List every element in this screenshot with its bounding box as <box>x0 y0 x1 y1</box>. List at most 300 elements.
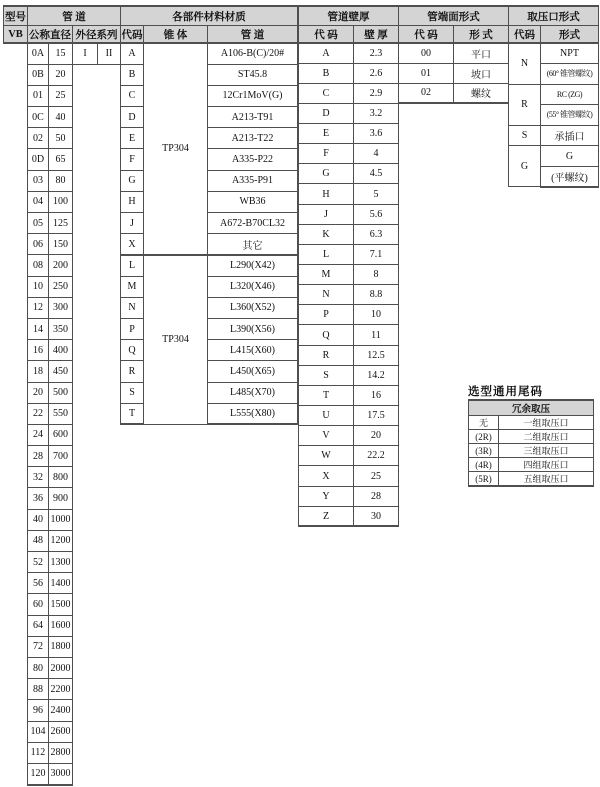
pipe-dn-cell: 2400 <box>49 700 73 721</box>
tap-form-cell: NPT <box>541 43 599 64</box>
od-empty-cell <box>73 721 98 742</box>
pipe-row <box>28 509 121 530</box>
pipe-dn-cell: 400 <box>49 340 73 361</box>
pipe-material-cell: L320(X46) <box>208 276 298 297</box>
tap-code-header: 代码 <box>509 26 541 44</box>
cone-material-cell: TP304 <box>144 255 208 425</box>
od-empty-cell <box>98 128 121 149</box>
wall-code-cell: V <box>299 426 354 446</box>
material-code-cell: M <box>121 276 144 297</box>
pipe-code-cell: 0B <box>28 64 49 85</box>
tap-form-cell: (55° 锥管螺纹) <box>541 105 599 126</box>
wall-value-cell: 4 <box>354 144 399 164</box>
end-face-section-table <box>398 5 509 104</box>
od-empty-cell <box>98 297 121 318</box>
od-empty-cell <box>73 742 98 763</box>
cone-header: 锥 体 <box>144 26 208 44</box>
od-empty-cell <box>73 679 98 700</box>
wall-value-cell: 4.5 <box>354 164 399 184</box>
pipe-row <box>28 85 121 106</box>
pipe-dn-cell: 1600 <box>49 615 73 636</box>
pipe-row <box>28 128 121 149</box>
pipe-dn-cell: 1400 <box>49 573 73 594</box>
pipe-section-table <box>27 5 121 786</box>
pipe-row <box>28 530 121 551</box>
end-face-form-cell: 平口 <box>454 43 509 63</box>
wall-thickness-row <box>299 103 399 123</box>
material-code-cell: R <box>121 361 144 382</box>
od-empty-cell <box>98 446 121 467</box>
pressure-tap-section-title: 取压口形式 <box>509 6 599 26</box>
material-code-cell: J <box>121 213 144 234</box>
tap-code-cell: S <box>509 125 541 146</box>
cone-material-cell: TP304 <box>144 43 208 255</box>
pipe-code-cell: 01 <box>28 85 49 106</box>
pipe-dn-cell: 2200 <box>49 679 73 700</box>
pressure-tap-row <box>509 125 599 146</box>
pipe-dn-cell: 1200 <box>49 530 73 551</box>
pipe-code-cell: 06 <box>28 234 49 255</box>
wall-code-cell: X <box>299 466 354 486</box>
od-empty-cell <box>73 170 98 191</box>
pipe-row <box>28 636 121 657</box>
pipe-code-cell: 24 <box>28 424 49 445</box>
suffix-table <box>468 399 594 487</box>
materials-section-table <box>120 5 298 425</box>
header-row-1 <box>399 6 509 26</box>
od-empty-cell <box>73 361 98 382</box>
tap-code-cell: N <box>509 43 541 84</box>
pipe-dn-cell: 40 <box>49 107 73 128</box>
pipe-row <box>28 107 121 128</box>
od-empty-cell <box>98 276 121 297</box>
pipe-row <box>28 340 121 361</box>
pipe-row <box>28 679 121 700</box>
wall-code-cell: P <box>299 305 354 325</box>
wall-code-cell: Y <box>299 486 354 506</box>
suffix-desc-cell: 四组取压口 <box>499 458 594 472</box>
pipe-dn-cell: 150 <box>49 234 73 255</box>
wall-code-cell: A <box>299 43 354 63</box>
wall-thickness-row <box>299 285 399 305</box>
pipe-row <box>28 615 121 636</box>
od-empty-cell <box>98 700 121 721</box>
material-code-cell: A <box>121 43 144 64</box>
pipe-material-cell: L290(X42) <box>208 255 298 276</box>
od-empty-cell <box>98 382 121 403</box>
header-row-2 <box>4 26 28 44</box>
od-empty-cell <box>98 573 121 594</box>
od-empty-cell <box>73 128 98 149</box>
pipe-dn-cell: 2800 <box>49 742 73 763</box>
pipe-row <box>28 255 121 276</box>
pipe-row <box>28 763 121 784</box>
pipe-material-cell: A106-B(C)/20# <box>208 43 298 64</box>
pipe-row <box>28 742 121 763</box>
pipe-dn-cell: 25 <box>49 85 73 106</box>
pipe-row <box>28 191 121 212</box>
od-empty-cell <box>98 318 121 339</box>
pipe-dn-cell: 450 <box>49 361 73 382</box>
wall-thickness-row <box>299 83 399 103</box>
wall-value-cell: 3.6 <box>354 124 399 144</box>
header-row-2 <box>299 26 399 44</box>
pipe-code-cell: 56 <box>28 573 49 594</box>
od-empty-cell <box>73 64 98 85</box>
od-empty-cell <box>98 594 121 615</box>
od-empty-cell <box>98 85 121 106</box>
suffix-code-cell: (4R) <box>469 458 499 472</box>
pipe-header <box>28 6 121 43</box>
pipe-material-cell: ST45.8 <box>208 64 298 85</box>
od-empty-cell <box>73 276 98 297</box>
pipe-section-title: 管 道 <box>28 6 121 26</box>
pipe-code-cell: 72 <box>28 636 49 657</box>
pipe-code-cell: 14 <box>28 318 49 339</box>
pipe-code-cell: 16 <box>28 340 49 361</box>
pipe-row <box>28 488 121 509</box>
pipe-dn-cell: 550 <box>49 403 73 424</box>
suffix-desc-cell: 一组取压口 <box>499 416 594 430</box>
wall-thickness-row <box>299 63 399 83</box>
od-empty-cell <box>98 721 121 742</box>
wall-value-cell: 2.3 <box>354 43 399 63</box>
pipe-row <box>28 382 121 403</box>
pipe-code-cell: 52 <box>28 552 49 573</box>
wall-value-cell: 2.9 <box>354 83 399 103</box>
suffix-table-body <box>469 416 594 487</box>
pipe-row <box>28 700 121 721</box>
od-empty-cell <box>73 255 98 276</box>
suffix-row <box>469 472 594 487</box>
wall-code-cell: R <box>299 345 354 365</box>
od-empty-cell <box>73 509 98 530</box>
suffix-code-cell: 无 <box>469 416 499 430</box>
pipe-code-cell: 112 <box>28 742 49 763</box>
pipe-material-cell: L390(X56) <box>208 318 298 339</box>
pressure-tap-row <box>509 43 599 64</box>
od-empty-cell <box>98 107 121 128</box>
pipe-row <box>28 297 121 318</box>
nominal-diameter-header: 公称直径 <box>28 26 73 44</box>
pressure-tap-header <box>509 6 599 43</box>
pipe-material-cell: 12Cr1MoV(G) <box>208 85 298 106</box>
end-face-code-cell: 02 <box>399 83 454 103</box>
wall-code-cell: Z <box>299 506 354 526</box>
tap-form-cell: RC (ZG) <box>541 84 599 105</box>
wall-code-cell: T <box>299 385 354 405</box>
material-code-header: 代码 <box>121 26 144 44</box>
wall-thickness-row <box>299 204 399 224</box>
od-empty-cell <box>98 530 121 551</box>
pipe-dn-cell: 900 <box>49 488 73 509</box>
pipe-dn-cell: 2600 <box>49 721 73 742</box>
pressure-tap-section-table <box>508 5 599 188</box>
materials-header <box>121 6 298 43</box>
wall-code-cell: N <box>299 285 354 305</box>
od-empty-cell <box>73 657 98 678</box>
pipe-code-cell: 32 <box>28 467 49 488</box>
wall-value-cell: 5 <box>354 184 399 204</box>
end-face-code-cell: 01 <box>399 63 454 83</box>
material-code-cell: C <box>121 85 144 106</box>
od-series-ii-cell: II <box>98 43 121 64</box>
wall-code-cell: M <box>299 265 354 285</box>
wall-value-cell: 22.2 <box>354 446 399 466</box>
wall-value-cell: 2.6 <box>354 63 399 83</box>
od-empty-cell <box>73 573 98 594</box>
od-empty-cell <box>73 107 98 128</box>
end-face-row <box>399 83 509 103</box>
pipe-material-cell: WB36 <box>208 191 298 212</box>
header-row-1 <box>4 6 28 26</box>
wall-value-cell: 10 <box>354 305 399 325</box>
od-empty-cell <box>73 403 98 424</box>
pipe-dn-cell: 1500 <box>49 594 73 615</box>
pipe-code-cell: 64 <box>28 615 49 636</box>
pipe-code-cell: 88 <box>28 679 49 700</box>
suffix-row <box>469 416 594 430</box>
pipe-code-cell: 10 <box>28 276 49 297</box>
wall-thickness-row <box>299 325 399 345</box>
od-empty-cell <box>73 488 98 509</box>
pipe-dn-cell: 250 <box>49 276 73 297</box>
od-empty-cell <box>73 446 98 467</box>
end-face-form-cell: 坡口 <box>454 63 509 83</box>
od-empty-cell <box>98 509 121 530</box>
pipe-code-cell: 120 <box>28 763 49 784</box>
redundant-tap-header: 冗余取压 <box>469 400 594 416</box>
header-row-1 <box>299 6 399 26</box>
wall-code-cell: G <box>299 164 354 184</box>
od-empty-cell <box>98 657 121 678</box>
wall-thickness-row <box>299 305 399 325</box>
material-code-cell: F <box>121 149 144 170</box>
pipe-code-cell: 03 <box>28 170 49 191</box>
od-empty-cell <box>73 530 98 551</box>
pipe-dn-cell: 50 <box>49 128 73 149</box>
pipe-dn-cell: 2000 <box>49 657 73 678</box>
od-empty-cell <box>73 85 98 106</box>
od-empty-cell <box>98 149 121 170</box>
pipe-row <box>28 552 121 573</box>
suffix-code-cell: (3R) <box>469 444 499 458</box>
pressure-tap-table-body <box>509 43 599 187</box>
suffix-row <box>469 458 594 472</box>
material-code-cell: T <box>121 403 144 424</box>
pipe-dn-cell: 1000 <box>49 509 73 530</box>
materials-section-title: 各部件材料材质 <box>121 6 298 26</box>
pipe-code-cell: 12 <box>28 297 49 318</box>
pipe-material-cell: 其它 <box>208 234 298 255</box>
wall-thickness-row <box>299 224 399 244</box>
wall-value-cell: 30 <box>354 506 399 526</box>
pipe-row <box>28 467 121 488</box>
end-face-form-header: 形 式 <box>454 26 509 44</box>
od-empty-cell <box>98 742 121 763</box>
wall-code-cell: S <box>299 365 354 385</box>
wall-thickness-row <box>299 184 399 204</box>
od-empty-cell <box>98 255 121 276</box>
pipe-dn-cell: 700 <box>49 446 73 467</box>
pipe-dn-cell: 3000 <box>49 763 73 784</box>
suffix-header <box>469 400 594 416</box>
pipe-dn-cell: 300 <box>49 297 73 318</box>
suffix-desc-cell: 二组取压口 <box>499 430 594 444</box>
od-empty-cell <box>73 191 98 212</box>
pipe-code-cell: 60 <box>28 594 49 615</box>
tap-code-cell: G <box>509 146 541 187</box>
od-empty-cell <box>73 594 98 615</box>
pipe-row <box>28 64 121 85</box>
od-series-header: 外径系列 <box>73 26 121 44</box>
wall-thickness-row <box>299 446 399 466</box>
pipe-row <box>28 594 121 615</box>
suffix-box-title: 选型通用尾码 <box>468 386 543 398</box>
wall-thickness-row <box>299 144 399 164</box>
od-empty-cell <box>98 213 121 234</box>
wall-code-header: 代 码 <box>299 26 354 44</box>
od-empty-cell <box>73 615 98 636</box>
pipe-table-body <box>28 43 121 785</box>
pipe-dn-cell: 65 <box>49 149 73 170</box>
pipe-code-cell: 04 <box>28 191 49 212</box>
od-empty-cell <box>98 403 121 424</box>
pipe-material-header: 管 道 <box>208 26 298 44</box>
pipe-code-cell: 104 <box>28 721 49 742</box>
od-empty-cell <box>98 763 121 784</box>
wall-thickness-row <box>299 426 399 446</box>
pipe-dn-cell: 600 <box>49 424 73 445</box>
wall-code-cell: Q <box>299 325 354 345</box>
material-code-cell: N <box>121 297 144 318</box>
od-empty-cell <box>73 763 98 784</box>
pipe-dn-cell: 125 <box>49 213 73 234</box>
wall-code-cell: B <box>299 63 354 83</box>
od-empty-cell <box>98 615 121 636</box>
wall-value-cell: 6.3 <box>354 224 399 244</box>
header-row-2 <box>28 26 121 44</box>
pipe-dn-cell: 80 <box>49 170 73 191</box>
wall-thickness-row <box>299 406 399 426</box>
wall-code-cell: W <box>299 446 354 466</box>
wall-code-cell: L <box>299 244 354 264</box>
model-section-title: 型号 <box>4 6 28 26</box>
wall-code-cell: F <box>299 144 354 164</box>
od-empty-cell <box>98 552 121 573</box>
pipe-code-cell: 18 <box>28 361 49 382</box>
pipe-dn-cell: 350 <box>49 318 73 339</box>
material-code-cell: L <box>121 255 144 276</box>
material-code-cell: Q <box>121 340 144 361</box>
od-empty-cell <box>98 467 121 488</box>
pipe-dn-cell: 1300 <box>49 552 73 573</box>
pipe-dn-cell: 20 <box>49 64 73 85</box>
wall-thickness-section-title: 管道壁厚 <box>299 6 399 26</box>
od-empty-cell <box>73 382 98 403</box>
od-empty-cell <box>98 340 121 361</box>
pipe-row <box>28 213 121 234</box>
suffix-code-cell: (2R) <box>469 430 499 444</box>
tap-form-cell: 承插口 <box>541 125 599 146</box>
pipe-dn-cell: 15 <box>49 43 73 64</box>
od-empty-cell <box>98 488 121 509</box>
od-empty-cell <box>98 636 121 657</box>
material-code-cell: B <box>121 64 144 85</box>
pipe-row <box>28 657 121 678</box>
wall-code-cell: K <box>299 224 354 244</box>
material-row <box>121 43 298 64</box>
pipe-code-cell: 80 <box>28 657 49 678</box>
wall-thickness-header <box>299 6 399 43</box>
pressure-tap-row <box>509 84 599 105</box>
wall-value-cell: 25 <box>354 466 399 486</box>
wall-value-cell: 17.5 <box>354 406 399 426</box>
pipe-code-cell: 02 <box>28 128 49 149</box>
suffix-desc-cell: 五组取压口 <box>499 472 594 487</box>
pipe-material-cell: L485(X70) <box>208 382 298 403</box>
wall-value-cell: 12.5 <box>354 345 399 365</box>
suffix-row <box>469 430 594 444</box>
wall-value-cell: 8.8 <box>354 285 399 305</box>
od-empty-cell <box>98 679 121 700</box>
pipe-material-cell: A213-T22 <box>208 128 298 149</box>
wall-value-cell: 14.2 <box>354 365 399 385</box>
od-empty-cell <box>73 149 98 170</box>
wall-value-cell: 5.6 <box>354 204 399 224</box>
tap-form-cell: G <box>541 146 599 167</box>
wall-code-cell: E <box>299 124 354 144</box>
wall-thickness-row <box>299 506 399 526</box>
pipe-dn-cell: 800 <box>49 467 73 488</box>
header-row-2 <box>121 26 298 44</box>
pipe-row <box>28 43 121 64</box>
material-code-cell: G <box>121 170 144 191</box>
pipe-code-cell: 96 <box>28 700 49 721</box>
material-code-cell: D <box>121 107 144 128</box>
tap-form-cell: (平螺纹) <box>541 166 599 187</box>
od-series-i-cell: I <box>73 43 98 64</box>
wall-value-cell: 11 <box>354 325 399 345</box>
pipe-material-cell: L415(X60) <box>208 340 298 361</box>
wall-value-header: 壁 厚 <box>354 26 399 44</box>
wall-code-cell: H <box>299 184 354 204</box>
end-face-section-title: 管端面形式 <box>399 6 509 26</box>
materials-table-body <box>121 43 298 424</box>
wall-thickness-row <box>299 164 399 184</box>
wall-thickness-row <box>299 385 399 405</box>
pipe-row <box>28 446 121 467</box>
od-empty-cell <box>73 424 98 445</box>
material-code-cell: E <box>121 128 144 149</box>
material-code-cell: S <box>121 382 144 403</box>
suffix-desc-cell: 三组取压口 <box>499 444 594 458</box>
od-empty-cell <box>98 170 121 191</box>
end-face-row <box>399 63 509 83</box>
wall-thickness-row <box>299 124 399 144</box>
model-code-value: VB <box>4 26 28 44</box>
pipe-code-cell: 0D <box>28 149 49 170</box>
wall-value-cell: 3.2 <box>354 103 399 123</box>
material-code-cell: X <box>121 234 144 255</box>
end-face-row <box>399 43 509 63</box>
tap-form-header: 形式 <box>541 26 599 44</box>
pipe-row <box>28 234 121 255</box>
wall-thickness-row <box>299 486 399 506</box>
header-row-2 <box>509 26 599 44</box>
wall-thickness-table-body <box>299 43 399 526</box>
od-empty-cell <box>73 552 98 573</box>
